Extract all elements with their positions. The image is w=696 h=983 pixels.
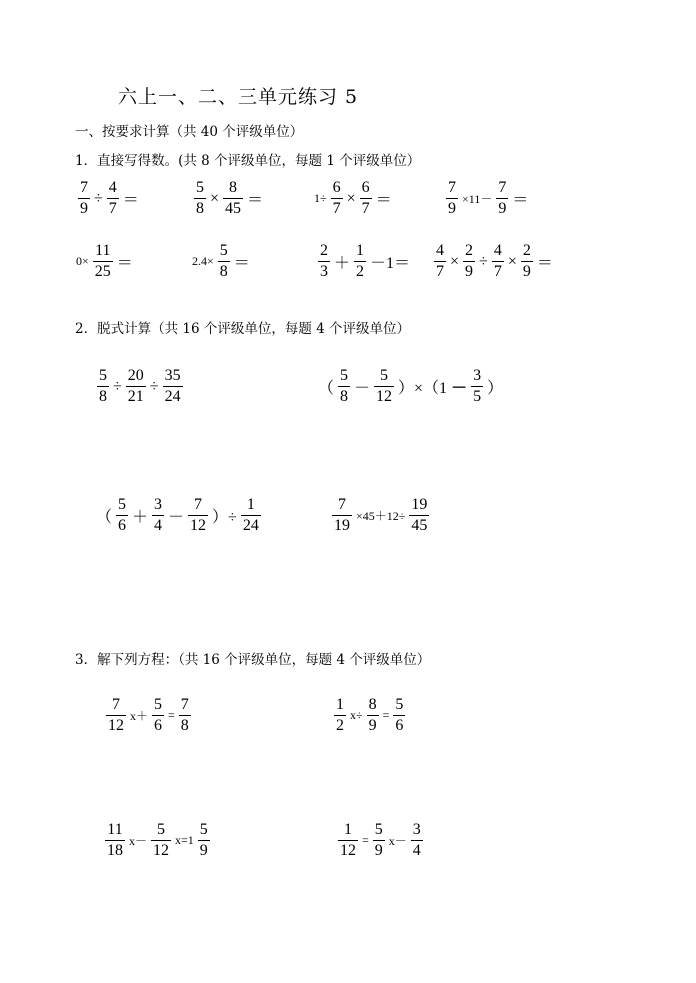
q3-item-2: $\frac{1}{2}$ x÷ $\frac{8}{9}$ = $\frac{5}{6}$ xyxy=(336,696,404,734)
fraction: $\frac{20}{21}$ xyxy=(127,367,144,405)
fraction: $\frac{8}{45}$ xyxy=(225,179,242,217)
fraction: $\frac{5}{8}$ xyxy=(196,179,204,217)
fraction: $\frac{5}{9}$ xyxy=(374,821,383,859)
fraction: $\frac{5}{9}$ xyxy=(199,821,208,859)
fraction: $\frac{7}{12}$ xyxy=(108,696,124,734)
fraction: $\frac{4}{7}$ xyxy=(108,179,117,217)
q1-item-5: 0× $\frac{11}{25}$ ＝ xyxy=(76,242,133,280)
question-3-heading: 3．解下列方程：（共 16 个评级单位，每题 4 个评级单位） xyxy=(75,652,431,668)
q3-item-4: $\frac{1}{12}$ = $\frac{5}{9}$ x－ $\frac{3}{4}$ xyxy=(340,821,421,859)
q1-item-4: $\frac{7}{9}$ ×11－ $\frac{7}{9}$ ＝ xyxy=(448,179,529,217)
fraction: $\frac{2}{9}$ xyxy=(522,242,531,280)
fraction: $\frac{11}{25}$ xyxy=(94,242,111,280)
fraction: $\frac{3}{5}$ xyxy=(473,367,482,405)
fraction: $\frac{7}{8}$ xyxy=(180,696,189,734)
fraction: $\frac{6}{7}$ xyxy=(361,179,370,217)
fraction: $\frac{35}{24}$ xyxy=(164,367,181,405)
fraction: $\frac{7}{12}$ xyxy=(190,496,207,534)
q2-item-2: （ $\frac{5}{8}$ － $\frac{5}{12}$ ）×（1 － $\frac{3}{5}$ ） xyxy=(318,367,504,405)
q2-item-1: $\frac{5}{8}$ ÷ $\frac{20}{21}$ ÷ $\frac{35}{24}$ xyxy=(99,367,181,405)
fraction: $\frac{5}{8}$ xyxy=(340,367,349,405)
fraction: $\frac{11}{18}$ xyxy=(107,821,123,859)
fraction: $\frac{1}{2}$ xyxy=(356,242,365,280)
question-1-heading: 1．直接写得数。(共 8 个评级单位，每题 1 个评级单位） xyxy=(75,153,421,169)
fraction: $\frac{3}{4}$ xyxy=(412,821,421,859)
fraction: $\frac{3}{4}$ xyxy=(154,496,163,534)
page-title: 六上一、二、三单元练习 5 xyxy=(118,86,359,108)
fraction: $\frac{5}{6}$ xyxy=(154,696,163,734)
fraction: $\frac{8}{9}$ xyxy=(368,696,377,734)
q1-item-2: $\frac{5}{8}$ × $\frac{8}{45}$ ＝ xyxy=(196,179,264,217)
fraction: $\frac{1}{2}$ xyxy=(336,696,344,734)
q1-item-7: $\frac{2}{3}$ ＋ $\frac{1}{2}$ －1＝ xyxy=(320,242,411,280)
fraction: $\frac{2}{3}$ xyxy=(320,242,328,280)
fraction: $\frac{5}{6}$ xyxy=(118,496,127,534)
fraction: $\frac{4}{7}$ xyxy=(436,242,444,280)
q2-item-3: （ $\frac{5}{6}$ ＋ $\frac{3}{4}$ － $\frac{7}{12}$ ）÷ $\frac{1}{24}$ xyxy=(96,496,259,534)
fraction: $\frac{7}{9}$ xyxy=(448,179,456,217)
fraction: $\frac{5}{12}$ xyxy=(376,367,393,405)
q1-item-3: 1÷ $\frac{6}{7}$ × $\frac{6}{7}$ ＝ xyxy=(314,179,392,217)
q1-item-1: $\frac{7}{9}$ ÷ $\frac{4}{7}$ ＝ xyxy=(80,179,139,217)
q1-item-6: 2.4× $\frac{5}{8}$ ＝ xyxy=(192,242,250,280)
fraction: $\frac{2}{9}$ xyxy=(465,242,474,280)
question-2-heading: 2．脱式计算（共 16 个评级单位，每题 4 个评级单位） xyxy=(75,321,411,337)
fraction: $\frac{7}{9}$ xyxy=(498,179,507,217)
q2-item-4: $\frac{7}{19}$ ×45＋12÷ $\frac{19}{45}$ xyxy=(334,496,428,534)
fraction: $\frac{5}{8}$ xyxy=(99,367,107,405)
q1-item-8: $\frac{4}{7}$ × $\frac{2}{9}$ ÷ $\frac{4}{7}$ × $\frac{2}{9}$ ＝ xyxy=(436,242,553,280)
fraction: $\frac{4}{7}$ xyxy=(493,242,502,280)
q3-item-3: $\frac{11}{18}$ x－ $\frac{5}{12}$ x=1 $\frac{5}{9}$ xyxy=(107,821,208,859)
fraction: $\frac{6}{7}$ xyxy=(332,179,341,217)
fraction: $\frac{5}{12}$ xyxy=(153,821,170,859)
section-1-heading: 一、按要求计算（共 40 个评级单位） xyxy=(75,124,304,140)
fraction: $\frac{1}{12}$ xyxy=(340,821,356,859)
fraction: $\frac{5}{8}$ xyxy=(219,242,228,280)
q3-item-1: $\frac{7}{12}$ x＋ $\frac{5}{6}$ = $\frac{7}{8}$ xyxy=(108,696,189,734)
fraction: $\frac{7}{9}$ xyxy=(80,179,88,217)
fraction: $\frac{5}{6}$ xyxy=(395,696,404,734)
fraction: $\frac{19}{45}$ xyxy=(411,496,428,534)
fraction: $\frac{7}{19}$ xyxy=(334,496,350,534)
fraction: $\frac{1}{24}$ xyxy=(242,496,259,534)
